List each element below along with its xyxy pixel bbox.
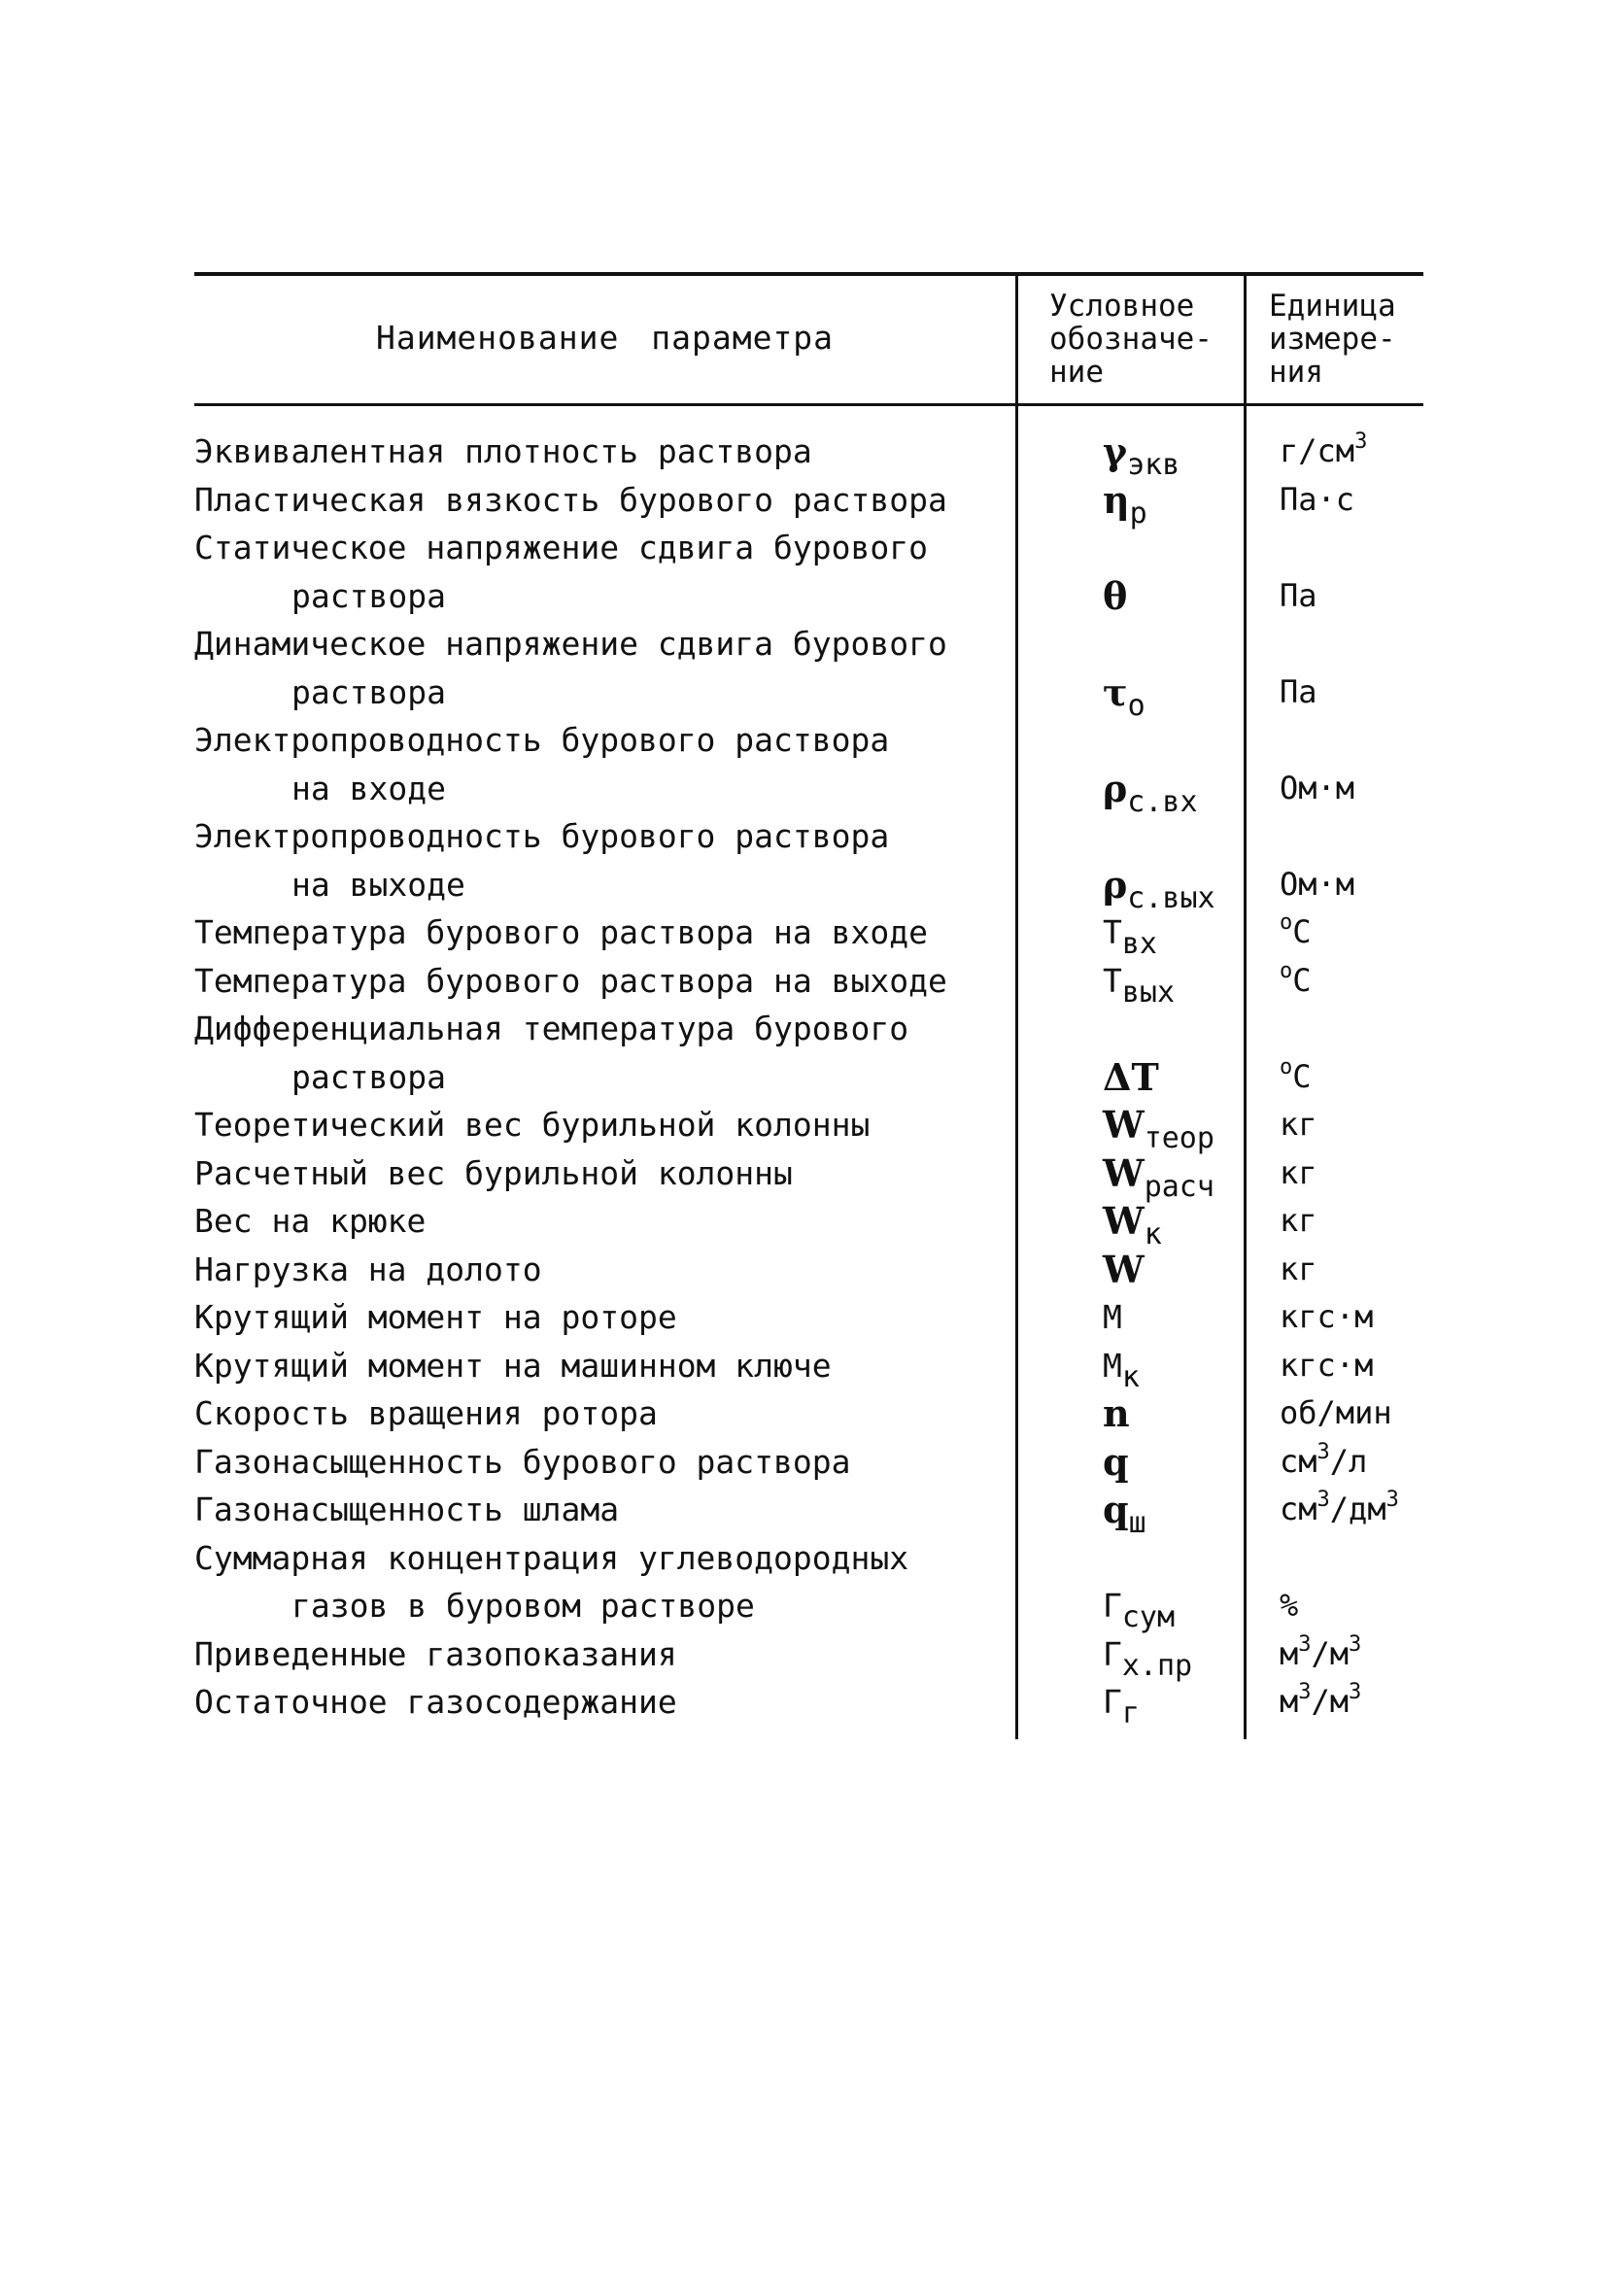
parameter-unit <box>1280 572 1425 621</box>
parameter-name <box>194 1149 1010 1198</box>
symbol-main: q <box>1103 1439 1129 1484</box>
parameter-unit <box>1280 428 1425 476</box>
parameter-name-line: Скорость вращения ротора <box>194 1394 658 1432</box>
symbol-main: Г <box>1103 1634 1122 1673</box>
parameter-unit <box>1280 1630 1425 1679</box>
parameter-symbol <box>1103 1342 1244 1394</box>
unit-exponent: 3 <box>1316 1439 1330 1464</box>
parameter-unit <box>1280 1101 1425 1149</box>
parameter-name <box>194 812 1010 908</box>
parameter-name-line: Расчетный вес бурильной колонны <box>194 1153 793 1192</box>
symbol-main: W <box>1103 1247 1145 1291</box>
unit-text: см <box>1280 1442 1317 1480</box>
unit-exponent: 3 <box>1349 1631 1362 1657</box>
symbol-subscript: экв <box>1127 448 1180 482</box>
parameter-unit <box>1280 1342 1425 1390</box>
parameter-unit <box>1280 908 1425 957</box>
parameter-symbol <box>1103 1630 1244 1683</box>
unit-text: кг <box>1280 1202 1317 1239</box>
symbol-subscript: с.вых <box>1127 880 1215 915</box>
unit-exponent: 3 <box>1298 1631 1312 1657</box>
symbol-subscript: ш <box>1128 1506 1146 1540</box>
parameter-unit <box>1280 957 1425 1006</box>
parameter-symbol <box>1103 1293 1244 1343</box>
unit-text: /л <box>1329 1442 1368 1480</box>
parameter-symbol <box>1103 1101 1244 1155</box>
symbol-main: W <box>1103 1103 1145 1147</box>
symbol-subscript: х.пр <box>1121 1648 1193 1683</box>
symbol-subscript: расч <box>1144 1169 1214 1204</box>
parameter-symbol <box>1103 428 1244 482</box>
symbol-main: q <box>1103 1488 1129 1531</box>
symbol-main: Т <box>1103 961 1122 1000</box>
symbol-main: γ <box>1103 429 1128 473</box>
parameter-name <box>194 1389 1010 1438</box>
symbol-main: М <box>1103 1346 1122 1385</box>
parameter-name <box>194 1534 1010 1630</box>
parameter-name-line: Температура бурового раствора на выходе <box>194 961 947 1000</box>
symbol-subscript: р <box>1129 496 1147 531</box>
parameter-symbol <box>1103 1053 1244 1105</box>
header-unit-line: ния <box>1269 355 1323 390</box>
parameter-name-line: Крутящий момент на роторе <box>194 1298 677 1336</box>
parameter-symbol <box>1103 1438 1244 1490</box>
parameter-unit <box>1280 1149 1425 1198</box>
parameter-name-line: Эквивалентная плотность раствора <box>194 432 812 470</box>
symbol-subscript: к <box>1144 1217 1162 1251</box>
unit-text: С <box>1292 913 1312 950</box>
symbol-subscript: вых <box>1121 975 1176 1010</box>
symbol-main: ΔТ <box>1103 1054 1159 1099</box>
parameter-symbol <box>1103 1582 1244 1634</box>
header-parameter-name: Наименование параметра <box>375 319 835 357</box>
parameter-name <box>194 1342 1010 1390</box>
parameter-symbol <box>1103 908 1244 961</box>
symbol-main: θ <box>1103 573 1128 618</box>
parameter-unit <box>1280 1486 1425 1534</box>
unit-text: Па <box>1280 672 1317 710</box>
parameter-unit <box>1280 861 1425 909</box>
unit-text: С <box>1292 1057 1312 1095</box>
parameter-unit <box>1280 1293 1425 1342</box>
parameter-name <box>194 908 1010 957</box>
unit-degree: о <box>1280 1054 1293 1079</box>
parameter-name-line: Электропроводность бурового раствора <box>194 721 890 759</box>
unit-exponent: 3 <box>1354 429 1368 454</box>
symbol-subscript: теор <box>1144 1121 1214 1155</box>
parameter-name-line: Крутящий момент на машинном ключе <box>194 1346 832 1385</box>
symbol-main: n <box>1103 1391 1130 1435</box>
symbol-subscript: сум <box>1121 1600 1176 1634</box>
unit-text: /м <box>1311 1634 1350 1672</box>
parameter-unit <box>1280 1053 1425 1102</box>
symbol-main: Г <box>1103 1587 1122 1625</box>
parameter-symbol <box>1103 765 1244 819</box>
parameter-unit <box>1280 1197 1425 1246</box>
symbol-main: ρ <box>1103 862 1128 907</box>
parameter-name-line: Газонасыщенность бурового раствора <box>194 1442 851 1481</box>
parameter-name-line: на выходе <box>291 865 465 904</box>
unit-text: г/см <box>1280 432 1355 469</box>
parameter-name-line: Вес на крюке <box>194 1202 427 1240</box>
unit-text: кг <box>1280 1106 1317 1143</box>
header-symbol-line: обозначе- <box>1049 322 1213 357</box>
unit-exponent: 3 <box>1349 1680 1362 1704</box>
parameter-name <box>194 476 1010 525</box>
unit-degree: о <box>1280 958 1293 983</box>
header-unit <box>1269 290 1424 389</box>
unit-text: кг <box>1280 1250 1317 1287</box>
unit-text: м <box>1280 1683 1299 1720</box>
parameter-name <box>194 1678 1010 1727</box>
parameter-name <box>194 1438 1010 1487</box>
parameter-symbol <box>1103 1246 1244 1297</box>
unit-exponent: 3 <box>1316 1488 1330 1512</box>
parameter-symbol <box>1103 1389 1244 1441</box>
symbol-subscript: к <box>1121 1359 1140 1394</box>
unit-degree: о <box>1280 910 1293 935</box>
symbol-subscript: вх <box>1121 927 1157 961</box>
unit-exponent: 3 <box>1385 1488 1399 1512</box>
parameter-symbol <box>1103 957 1244 1010</box>
header-symbol-line: ние <box>1049 355 1104 390</box>
parameter-symbol <box>1103 1678 1244 1731</box>
parameter-name <box>194 1005 1010 1101</box>
parameter-name-line: раствора <box>291 672 446 711</box>
parameter-unit <box>1280 1246 1425 1294</box>
unit-text: Па <box>1280 576 1317 614</box>
unit-text: м <box>1280 1634 1299 1672</box>
parameter-name <box>194 524 1010 620</box>
unit-text: % <box>1280 1587 1299 1624</box>
unit-text: Ом·м <box>1280 769 1355 806</box>
parameter-name-line: Дифференциальная температура бурового <box>194 1010 909 1047</box>
parameter-unit <box>1280 765 1425 813</box>
parameter-symbol <box>1103 861 1244 915</box>
parameter-name-line: Приведенные газопоказания <box>194 1634 677 1673</box>
symbol-main: τ <box>1103 669 1128 714</box>
unit-text: Па·с <box>1280 480 1355 518</box>
parameter-name-line: Остаточное газосодержание <box>194 1683 677 1721</box>
header-bottom-rule <box>194 403 1423 406</box>
column-divider-2 <box>1244 272 1247 1739</box>
parameter-name-line: Динамическое напряжение сдвига бурового <box>194 625 947 663</box>
parameter-unit <box>1280 1389 1425 1438</box>
header-symbol <box>1049 290 1244 389</box>
parameter-name <box>194 716 1010 812</box>
parameter-unit <box>1280 1582 1425 1630</box>
parameter-name-line: Пластическая вязкость бурового раствора <box>194 480 947 519</box>
parameter-name-line: раствора <box>291 576 446 615</box>
symbol-main: Г <box>1103 1683 1122 1721</box>
parameter-name <box>194 1101 1010 1149</box>
unit-text: см <box>1280 1491 1317 1527</box>
parameter-name <box>194 1486 1010 1534</box>
parameter-name-line: Суммарная концентрация углеводородных <box>194 1538 909 1577</box>
parameter-name-line: раствора <box>291 1057 446 1096</box>
symbol-subscript: с.вх <box>1127 784 1198 819</box>
parameter-name <box>194 1197 1010 1246</box>
unit-text: об/мин <box>1280 1394 1392 1431</box>
parameter-name-line: Статическое напряжение сдвига бурового <box>194 529 928 566</box>
parameter-symbol <box>1103 1149 1244 1204</box>
parameter-name <box>194 620 1010 716</box>
parameter-unit <box>1280 1438 1425 1487</box>
symbol-subscript: г <box>1121 1696 1140 1731</box>
symbol-main: W <box>1103 1150 1145 1195</box>
unit-text: /м <box>1311 1683 1350 1720</box>
header-unit-line: Единица <box>1269 289 1396 324</box>
symbol-subscript: о <box>1127 688 1145 723</box>
parameter-name-line: на входе <box>291 769 446 807</box>
header-symbol-line: Условное <box>1049 289 1195 324</box>
parameter-unit <box>1280 476 1425 525</box>
parameter-unit <box>1280 1678 1425 1727</box>
column-divider-1 <box>1015 272 1018 1739</box>
header-unit-line: измере- <box>1269 322 1396 357</box>
parameter-name <box>194 428 1010 476</box>
parameter-symbol <box>1103 668 1244 723</box>
unit-text: кгс·м <box>1280 1298 1374 1335</box>
parameter-name <box>194 1246 1010 1294</box>
symbol-main: ρ <box>1103 766 1128 810</box>
symbol-main: η <box>1103 477 1130 522</box>
symbol-main: М <box>1103 1298 1122 1336</box>
parameter-symbol <box>1103 476 1244 531</box>
unit-text: кг <box>1280 1153 1317 1191</box>
parameter-name-line: Электропроводность бурового раствора <box>194 817 890 855</box>
parameter-name-line: Нагрузка на долото <box>194 1250 542 1288</box>
parameter-name <box>194 1293 1010 1342</box>
parameter-name-line: газов в буровом растворе <box>291 1587 755 1625</box>
parameter-name-line: Теоретический вес бурильной колонны <box>194 1106 871 1144</box>
unit-text: кгс·м <box>1280 1346 1374 1384</box>
symbol-main: Т <box>1103 913 1122 951</box>
symbol-main: W <box>1103 1199 1145 1243</box>
unit-exponent: 3 <box>1298 1680 1312 1704</box>
parameter-symbol <box>1103 572 1244 624</box>
parameter-name-line: Газонасыщенность шлама <box>194 1491 620 1528</box>
parameter-symbol <box>1103 1486 1244 1540</box>
unit-text: С <box>1292 961 1312 999</box>
parameter-name <box>194 1630 1010 1679</box>
parameter-symbol <box>1103 1197 1244 1249</box>
parameter-unit <box>1280 668 1425 717</box>
unit-text: /дм <box>1329 1491 1386 1527</box>
parameter-name-line: Температура бурового раствора на входе <box>194 913 928 951</box>
parameter-name <box>194 957 1010 1006</box>
unit-text: Ом·м <box>1280 865 1355 903</box>
